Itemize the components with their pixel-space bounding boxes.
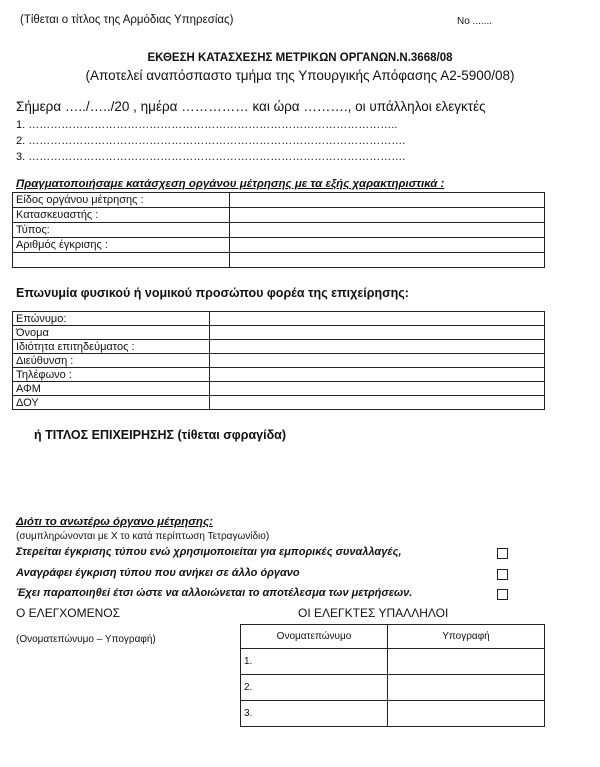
name-column-header: Ονοματεπώνυμο — [241, 625, 388, 649]
owner-field-value[interactable] — [210, 382, 545, 396]
owner-field-label: Διεύθυνση : — [13, 354, 210, 368]
device-field-label: Κατασκευαστής : — [13, 208, 230, 223]
device-section-heading: Πραγματοποιήσαμε κατάσχεση οργάνου μέτρησης με τα εξής χαρακτηριστικά : — [16, 178, 445, 190]
controlled-party-sublabel: (Ονοματεπώνυμο – Υπογραφή) — [16, 634, 156, 645]
device-field-label — [13, 253, 230, 268]
device-field-label: Τύπος: — [13, 223, 230, 238]
reason-wrong-approval: Αναγράφει έγκριση τύπου που ανήκει σε άλλο όργανο — [16, 567, 300, 579]
reason-2-checkbox[interactable] — [497, 569, 508, 580]
device-field-label: Είδος οργάνου μέτρησης : — [13, 193, 230, 208]
owner-field-label: Τηλέφωνο : — [13, 368, 210, 382]
owner-field-value[interactable] — [210, 312, 545, 326]
authority-placeholder: (Τίθεται ο τίτλος της Αρμόδιας Υπηρεσίας) — [20, 14, 234, 26]
inspector-signature-cell[interactable] — [388, 649, 545, 675]
owner-field-label: ΔΟΥ — [13, 396, 210, 410]
owner-field-value[interactable] — [210, 354, 545, 368]
business-title-note: ή ΤΙΤΛΟΣ ΕΠΙΧΕΙΡΗΣΗΣ (τίθεται σφραγίδα) — [34, 428, 287, 442]
owner-field-label: ΑΦΜ — [13, 382, 210, 396]
document-number: Νο ....... — [457, 16, 493, 27]
device-table — [12, 192, 545, 268]
inspectors-label: ΟΙ ΕΛΕΓΚΤΕΣ ΥΠΑΛΛΗΛΟΙ — [298, 606, 449, 620]
owner-table — [12, 311, 545, 410]
inspector-name-cell[interactable]: 3. — [241, 701, 388, 727]
owner-field-value[interactable] — [210, 368, 545, 382]
signature-column-header: Υπογραφή — [388, 625, 545, 649]
inspector-line-2[interactable]: 2. …………………………………………………………………………………………. — [16, 135, 406, 147]
owner-field-value[interactable] — [210, 396, 545, 410]
inspector-signature-cell[interactable] — [388, 675, 545, 701]
reason-no-type-approval: Στερείται έγκρισης τύπου ενώ χρησιμοποιείται για εμπορικές συναλλαγές, — [16, 546, 402, 558]
reason-1-checkbox[interactable] — [497, 548, 508, 559]
owner-field-label: Όνομα — [13, 326, 210, 340]
reason-tampered: Έχει παραποιηθεί έτσι ώστε να αλλοιώνεται το αποτέλεσμα των μετρήσεων. — [16, 587, 413, 599]
inspector-line-1[interactable]: 1. ……………………………………………………………………………………….. — [16, 119, 398, 131]
owner-field-label: Ιδιότητα επιτηδεύματος : — [13, 340, 210, 354]
owner-field-value[interactable] — [210, 326, 545, 340]
device-field-value[interactable] — [230, 223, 545, 238]
inspector-name-cell[interactable]: 1. — [241, 649, 388, 675]
controlled-party-label: Ο ΕΛΕΓΧΟΜΕΝΟΣ — [16, 606, 121, 620]
inspector-name-cell[interactable]: 2. — [241, 675, 388, 701]
owner-section-heading: Επωνυμία φυσικού ή νομικού προσώπου φορέα της επιχείρησης: — [16, 286, 409, 300]
inspectors-signature-table — [240, 624, 545, 727]
inspector-line-3[interactable]: 3. …………………………………………………………………………………………. — [16, 151, 406, 163]
reasons-heading: Διότι το ανωτέρω όργανο μέτρησης: — [16, 516, 213, 528]
device-field-value[interactable] — [230, 253, 545, 268]
device-field-value[interactable] — [230, 193, 545, 208]
date-time-line: Σήμερα …../…../20 , ημέρα …………… και ώρα ………., οι υπάλληλοι ελεγκτές — [16, 99, 486, 114]
owner-field-value[interactable] — [210, 340, 545, 354]
document-title: ΕΚΘΕΣΗ ΚΑΤΑΣΧΕΣΗΣ ΜΕΤΡΙΚΩΝ ΟΡΓΑΝΩΝ.Ν.3668/08 — [147, 52, 453, 64]
inspector-signature-cell[interactable] — [388, 701, 545, 727]
reason-3-checkbox[interactable] — [497, 589, 508, 600]
document-subtitle: (Αποτελεί αναπόσπαστο τμήμα της Υπουργικής Απόφασης Α2-5900/08) — [85, 68, 515, 83]
owner-field-label: Επώνυμο: — [13, 312, 210, 326]
reasons-instruction: (συμπληρώνονται με Χ το κατά περίπτωση Τετραγωνίδιο) — [16, 531, 270, 542]
device-field-value[interactable] — [230, 208, 545, 223]
device-field-label: Αριθμός έγκρισης : — [13, 238, 230, 253]
device-field-value[interactable] — [230, 238, 545, 253]
